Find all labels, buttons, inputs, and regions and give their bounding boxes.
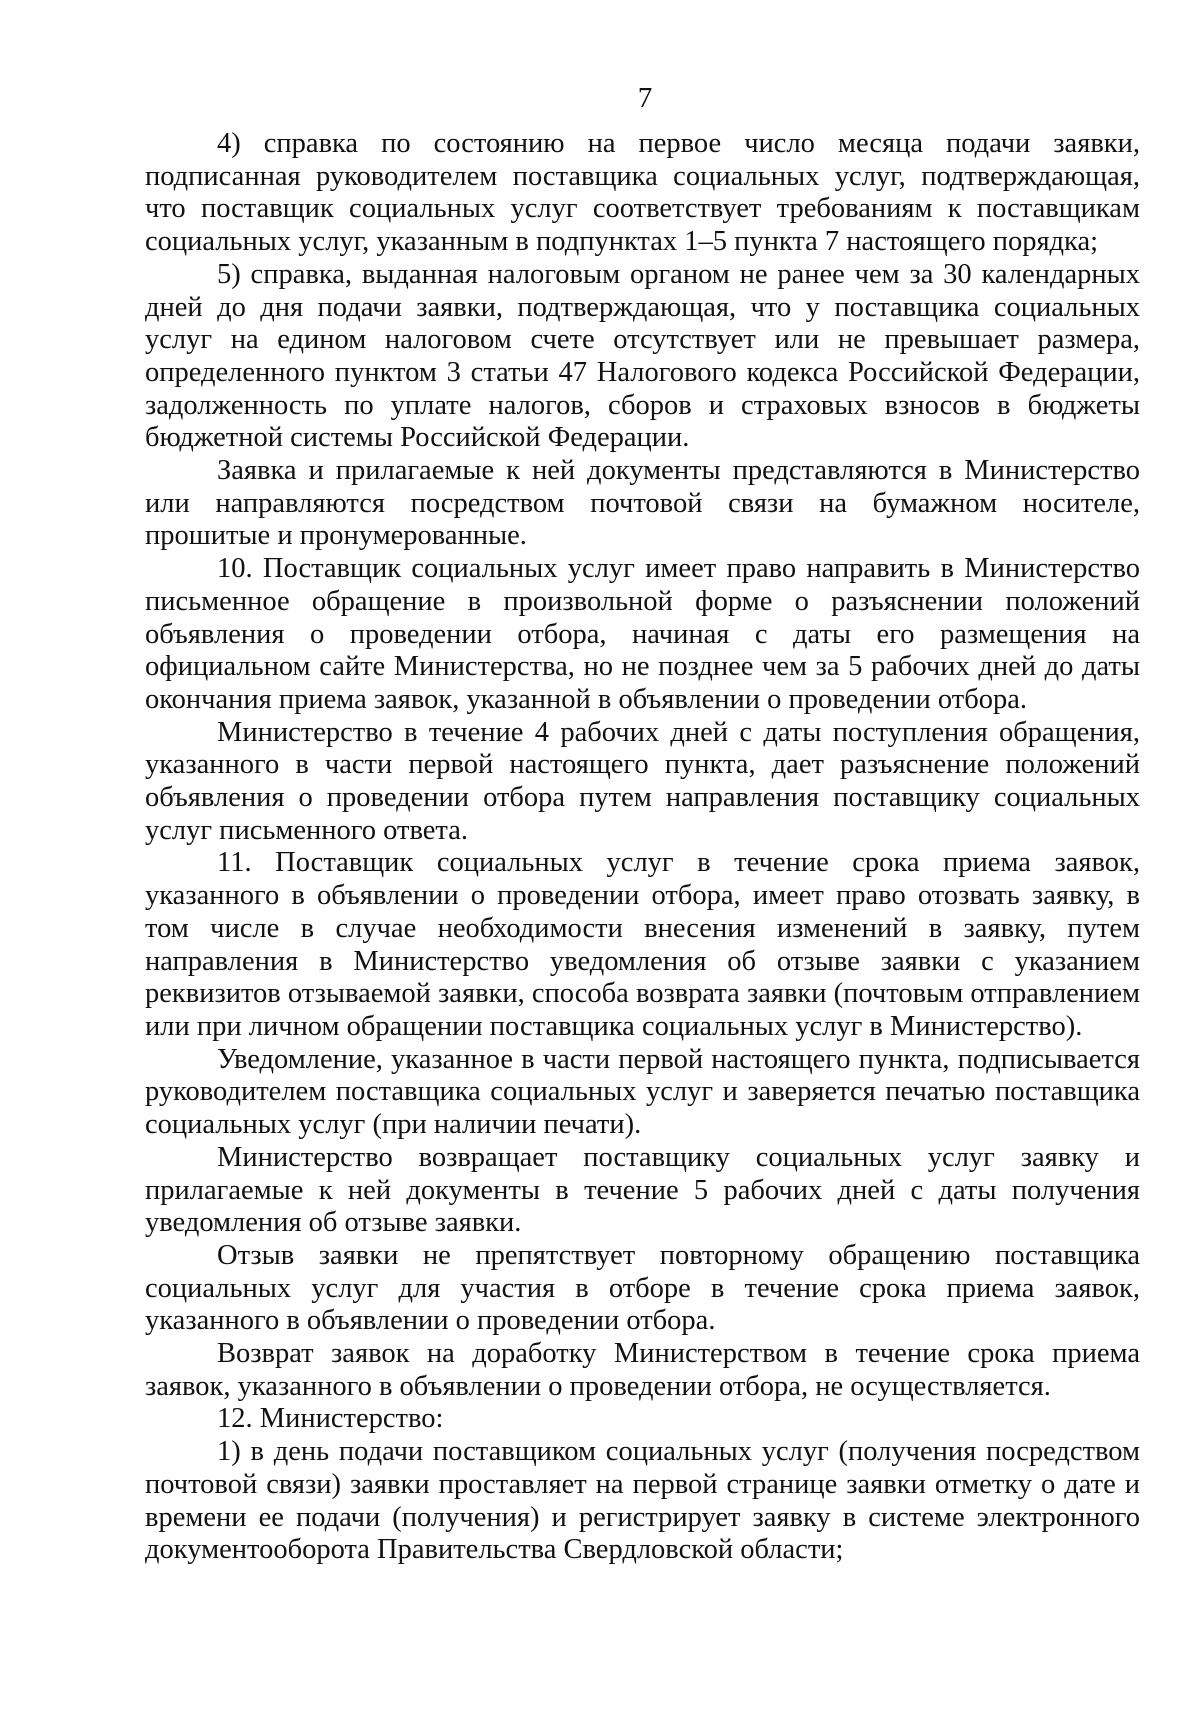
paragraph-point-10: 10. Поставщик социальных услуг имеет право направить в Министерство письменное обращение в произвольной форме о разъяснении положений объявления о проведении отбора, начиная с даты его размещения на официальном сайте Министерства, но не позднее чем за 5 рабочих дней до даты окончания приема заявок, указанной в объявлении о проведении отбора. [145, 553, 1140, 715]
document-body [145, 128, 1140, 1567]
paragraph-point-12-item-1: 1) в день подачи поставщиком социальных услуг (получения посредством почтовой связи) заявки проставляет на первой странице заявки отметку о дате и времени ее подачи (получения) и регистрирует заявку в системе электронного документооборота Правительства Свердловской области; [145, 1436, 1140, 1566]
paragraph-ministry-clarification: Министерство в течение 4 рабочих дней с даты поступления обращения, указанного в части первой настоящего пункта, дает разъяснение положений объявления о проведении отбора путем направления поставщику социальных услуг письменного ответа. [145, 716, 1140, 846]
paragraph-point-11: 11. Поставщик социальных услуг в течение срока приема заявок, указанного в объявлении о проведении отбора, имеет право отозвать заявку, в том числе в случае необходимости внесения изменений в заявку, путем направления в Министерство уведомления об отзыве заявки с указанием реквизитов отзываемой заявки, способа возврата заявки (почтовым отправлением или при личном обращении поставщика социальных услуг в Министерство). [145, 847, 1140, 1042]
paragraph-item-4-certificate: 4) справка по состоянию на первое число месяца подачи заявки, подписанная руководителем поставщика социальных услуг, подтверждающая, что поставщик социальных услуг соответствует требованиям к поставщикам социальных услуг, указанным в подпунктах 1–5 пункта 7 настоящего порядка; [145, 128, 1140, 258]
paragraph-no-revision-return: Возврат заявок на доработку Министерством в течение срока приема заявок, указанного в объявлении о проведении отбора, не осуществляется. [145, 1338, 1140, 1402]
paragraph-withdrawal-no-obstacle: Отзыв заявки не препятствует повторному обращению поставщика социальных услуг для участия в отборе в течение срока приема заявок, указанного в объявлении о проведении отбора. [145, 1239, 1140, 1337]
paragraph-application-submission: Заявка и прилагаемые к ней документы представляются в Министерство или направляются посредством почтовой связи на бумажном носителе, прошитые и пронумерованные. [145, 455, 1140, 552]
paragraph-ministry-return: Министерство возвращает поставщику социальных услуг заявку и прилагаемые к ней документы в течение 5 рабочих дней с даты получения уведомления об отзыве заявки. [145, 1141, 1140, 1239]
page-number: 7 [637, 82, 653, 114]
paragraph-notice-signature: Уведомление, указанное в части первой настоящего пункта, подписывается руководителем поставщика социальных услуг и заверяется печатью поставщика социальных услуг (при наличии печати). [145, 1043, 1140, 1141]
paragraph-item-5-tax-certificate: 5) справка, выданная налоговым органом не ранее чем за 30 календарных дней до дня подачи заявки, подтверждающая, что у поставщика социальных услуг на едином налоговом счете отсутствует или не превышает размера, определенного пунктом 3 статьи 47 Налогового кодекса Российской Федерации, задолженность по уплате налогов, сборов и страховых взносов в бюджеты бюджетной системы Российской Федерации. [145, 258, 1140, 454]
paragraph-point-12-heading: 12. Министерство: [217, 1403, 444, 1435]
